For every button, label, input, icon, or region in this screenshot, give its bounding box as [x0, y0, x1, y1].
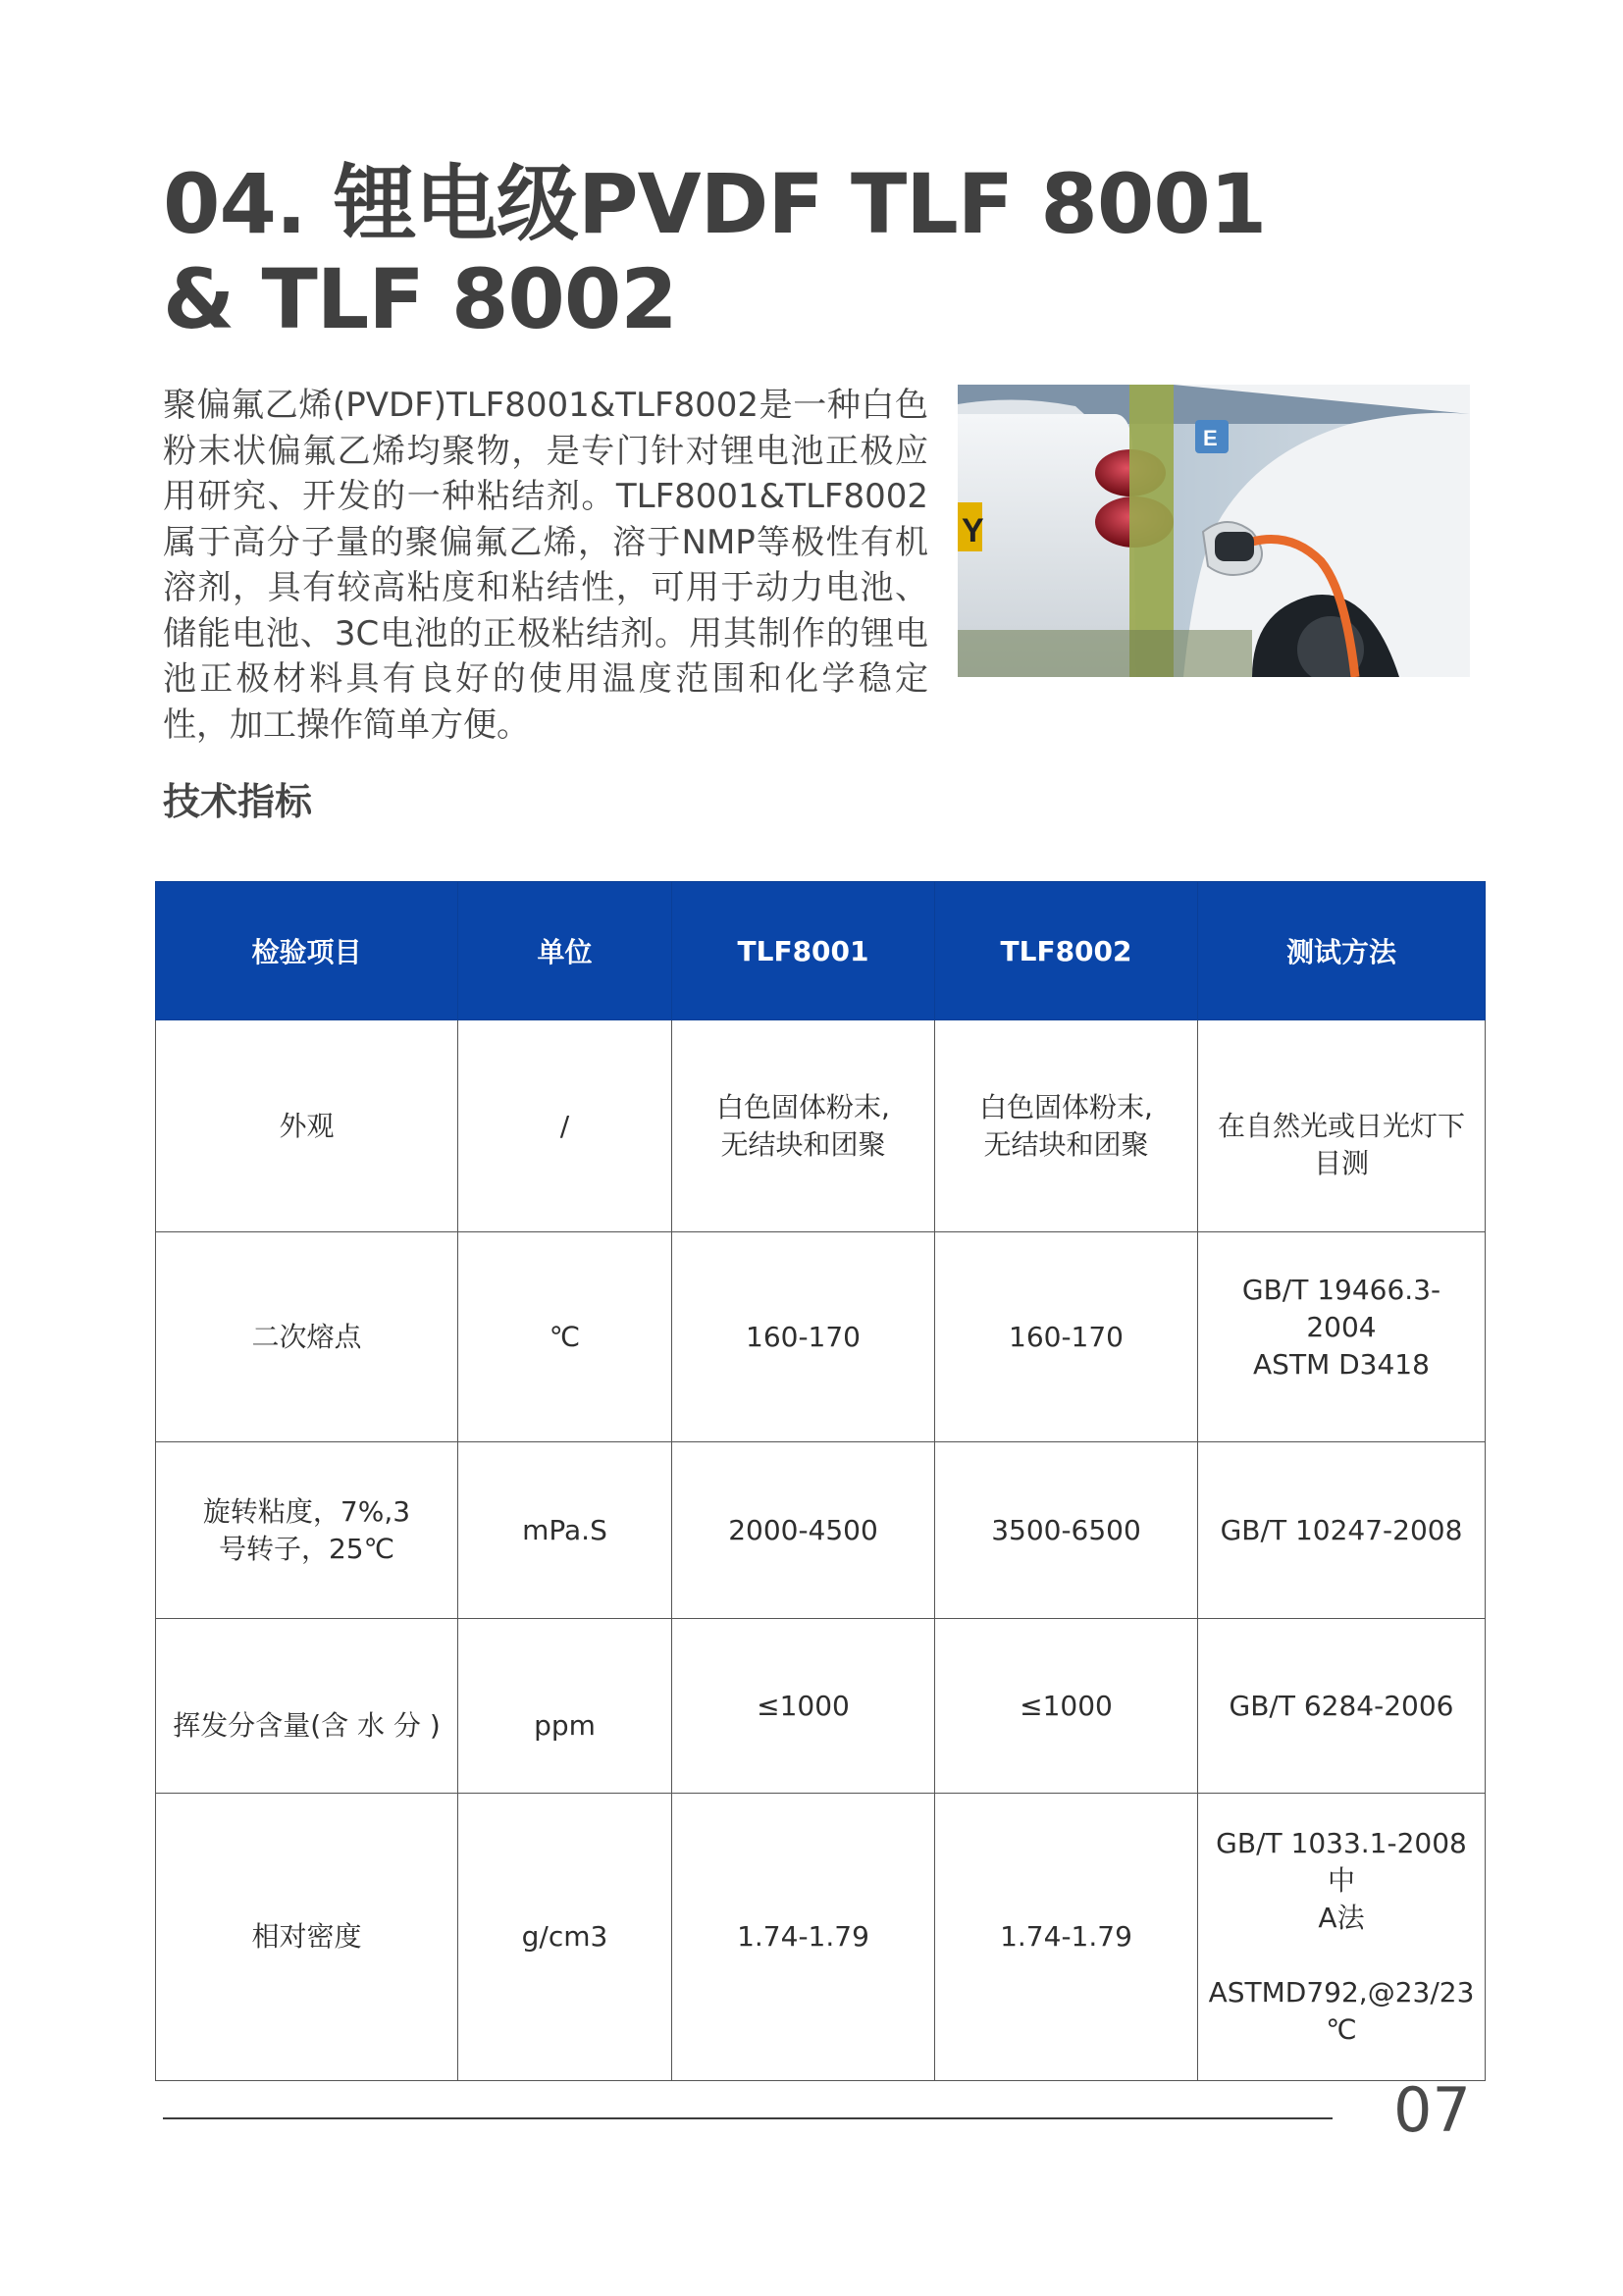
cell-method [1198, 1442, 1486, 1619]
cell-method [1198, 1020, 1486, 1232]
cell-text: 1.74-1.79 [737, 1920, 869, 1953]
table-row [156, 1232, 1486, 1442]
page-title [163, 156, 1267, 347]
cell-text: 挥发分含量(含 水 分 ) [173, 1708, 441, 1742]
cell-text: ℃ [549, 1320, 581, 1353]
table-row [156, 1794, 1486, 2081]
cell-unit [458, 1442, 672, 1619]
cell-unit [458, 1794, 672, 2081]
cell-tlf8001 [672, 1794, 935, 2081]
cell-text: 160-170 [1009, 1320, 1124, 1353]
footer-divider [163, 2117, 1333, 2119]
cell-text: 旋转粘度，7%,3 [202, 1494, 411, 1528]
cell-method [1198, 1232, 1486, 1442]
cell-unit [458, 1232, 672, 1442]
cell-unit [458, 1020, 672, 1232]
spec-table [155, 881, 1486, 2081]
table-header-row [156, 882, 1486, 1020]
cell-text: 白色固体粉末, [979, 1090, 1153, 1123]
cell-text: ≤1000 [1020, 1689, 1113, 1722]
header-unit: 单位 [458, 882, 672, 1020]
cell-text: ≤1000 [757, 1689, 850, 1722]
cell-text: 号转子，25℃ [218, 1532, 395, 1565]
cell-item [156, 1232, 458, 1442]
cell-text: ASTM D3418 [1253, 1347, 1430, 1381]
cell-tlf8002 [935, 1619, 1198, 1794]
intro-paragraph: 聚偏氟乙烯(PVDF)TLF8001&TLF8002是一种白色粉末状偏氟乙烯均聚物，是专门针对锂电池正极应用研究、开发的一种粘结剂。TLF8001&TLF8002属于高分子量的聚偏氟乙烯，溶于NMP等极性有机溶剂，具有较高粘度和粘结性，可用于动力电池、储能电池、3C电池的正极粘结剂。用其制作的锂电池正极材料具有良好的使用温度范围和化学稳定性，加工操作简单方便。 [163, 386, 928, 745]
cell-text: 160-170 [746, 1320, 861, 1353]
cell-text: GB/T 1033.1-2008中 [1216, 1827, 1467, 1897]
cell-tlf8002 [935, 1794, 1198, 2081]
cell-text: 白色固体粉末, [716, 1090, 890, 1123]
cell-tlf8001 [672, 1619, 935, 1794]
cell-unit [458, 1619, 672, 1794]
cell-tlf8001 [672, 1232, 935, 1442]
svg-text:E: E [1203, 426, 1218, 450]
cell-tlf8002 [935, 1442, 1198, 1619]
cell-text: 相对密度 [251, 1920, 362, 1953]
cell-method [1198, 1794, 1486, 2081]
table-row [156, 1619, 1486, 1794]
table-row [156, 1442, 1486, 1619]
cell-text: 无结块和团聚 [720, 1127, 886, 1161]
car-charging-photo [958, 385, 1470, 677]
header-item: 检验项目 [156, 882, 458, 1020]
cell-text: 1.74-1.79 [1000, 1920, 1132, 1953]
section-heading: 技术指标 [163, 780, 313, 823]
cell-tlf8001 [672, 1020, 935, 1232]
table-row [156, 1020, 1486, 1232]
cell-text: g/cm3 [521, 1920, 608, 1953]
cell-item [156, 1794, 458, 2081]
title-line-2: & TLF 8002 [163, 251, 677, 347]
cell-text: GB/T 19466.3-2004 [1241, 1273, 1441, 1343]
cell-item [156, 1442, 458, 1619]
cell-text: A法 [1318, 1902, 1365, 1934]
cell-text: 3500-6500 [991, 1513, 1141, 1546]
page-number: 07 [1393, 2074, 1471, 2146]
header-method: 测试方法 [1198, 882, 1486, 1020]
cell-text: 目测 [1313, 1146, 1369, 1179]
header-tlf8002: TLF8002 [935, 882, 1198, 1020]
cell-text: 二次熔点 [251, 1320, 362, 1353]
cell-method [1198, 1619, 1486, 1794]
cell-item [156, 1020, 458, 1232]
cell-text: mPa.S [522, 1513, 607, 1546]
cell-text: 外观 [279, 1109, 335, 1142]
cell-text: GB/T 10247-2008 [1220, 1513, 1463, 1546]
header-tlf8001: TLF8001 [672, 882, 935, 1020]
cell-tlf8002 [935, 1020, 1198, 1232]
cell-text: 无结块和团聚 [983, 1127, 1149, 1161]
cell-text: GB/T 6284-2006 [1229, 1689, 1454, 1722]
cell-text: 在自然光或日光灯下 [1217, 1109, 1465, 1142]
cell-tlf8001 [672, 1442, 935, 1619]
cell-text: ppm [534, 1708, 596, 1742]
cell-spacer [1208, 1937, 1475, 1974]
cell-item [156, 1619, 458, 1794]
svg-text:Y: Y [962, 512, 984, 549]
cell-tlf8002 [935, 1232, 1198, 1442]
cell-text: 2000-4500 [728, 1513, 878, 1546]
cell-text: ℃ [1326, 2013, 1357, 2046]
cell-text: / [559, 1109, 570, 1142]
cell-text: ASTMD792,@23/23 [1208, 1976, 1475, 2009]
title-line-1: 04. 锂电级PVDF TLF 8001 [163, 156, 1267, 252]
